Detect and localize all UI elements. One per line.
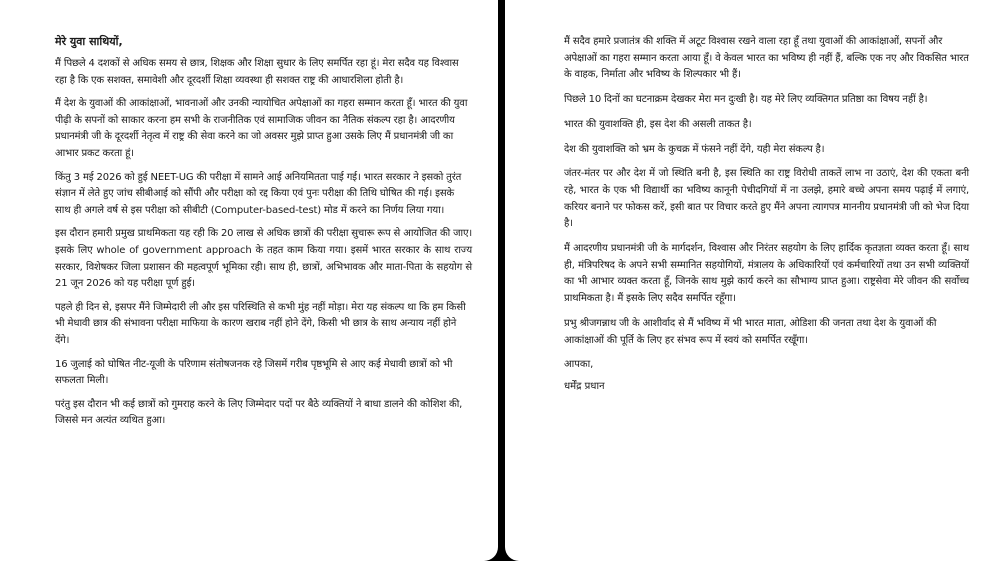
left-paragraph-2: मैं देश के युवाओं की आकांक्षाओं, भावनाओं और उनकी न्यायोचित अपेक्षाओं का गहरा सम्मान करता हूँ। भारत की युवा पीढ़ी के सपनों को साकार करना हम सभी के राजनीतिक एवं सामाजिक जीवन का नैतिक संकल्प रहा है। आदरणीय प्रधानमंत्री जी के दूरदर्शी नेतृत्व में राष्ट्र की सेवा करने का जो अवसर मुझे प्राप्त हुआ उसके लिए मैं प्रधानमंत्री जी का आभार प्रकट करता हूं। — [55, 98, 468, 159]
right-paragraph-5: जंतर-मंतर पर और देश में जो स्थिति बनी है, इस स्थिति का राष्ट्र विरोधी ताकतें लाभ ना उठाएं, देश की एकता बनी रहे, भारत के एक भी विद्यार्थी का भविष्य कानूनी पेचीदगियों में ना उलझे, हमारे बच्चे अपना समय पढ़ाई में लगाएं, करियर बनाने पर फोकस करें, इसी बात पर विचार करते हुए मैंने अपना त्यागपत्र माननीय प्रधानमंत्री जी को भेज दिया है। — [564, 168, 969, 230]
left-paragraph-1: मैं पिछले 4 दशकों से अधिक समय से छात्र, शिक्षक और शिक्षा सुधार के लिए समर्पित रहा हूं। मेरा सदैव यह विश्वास रहा है कि एक सशक्त, समावेशी और दूरदर्शी शिक्षा व्यवस्था ही सशक्त राष्ट्र की आधारशिला होती है। — [55, 58, 459, 86]
right-paragraph-1: मैं सदैव हमारे प्रजातंत्र की शक्ति में अटूट विश्वास रखने वाला रहा हूँ तथा युवाओं की आकांक्षाओं, सपनों और अपेक्षाओं का गहरा सम्मान करता आया हूँ। वे केवल भारत का भविष्य ही नहीं हैं, बल्कि एक नए और विकसित भारत के वाहक, निर्माता और भविष्य के शिल्पकार भी हैं। — [564, 36, 969, 81]
left-paragraph-7: परंतु इस दौरान भी कई छात्रों को गुमराह करने के लिए जिम्मेदार पदों पर बैठे व्यक्तियों ने बाधा डालने की कोशिश की, जिससे मन अत्यंत व्यथित हुआ। — [55, 398, 463, 427]
left-paragraph-5: पहले ही दिन से, इसपर मैंने जिम्मेदारी ली और इस परिस्थिति से कभी मुंह नहीं मोड़ा। मेरा यह संकल्प था कि हम किसी भी मेधावी छात्र की संभावना परीक्षा माफिया के कारण खराब नहीं होने देंगे, किसी भी छात्र के साथ अन्याय नहीं होने देंगे। — [55, 301, 466, 346]
right-paragraph-4: देश की युवाशक्ति को भ्रम के कुचक्र में फंसने नहीं देंगे, यही मेरा संकल्प है। — [564, 143, 825, 155]
right-paragraph-6: मैं आदरणीय प्रधानमंत्री जी के मार्गदर्शन, विश्वास और निरंतर सहयोग के लिए हार्दिक कृतज्ञता व्यक्त करता हूँ। साथ ही, मंत्रिपरिषद के अपने सभी सम्मानित सहयोगियों, मंत्रालय के अधिकारियों एवं कर्मचारियों तथा उन सभी व्यक्तियों का भी आभार व्यक्त करता हूँ, जिनके साथ मुझे कार्य करने का सौभाग्य प्राप्त हुआ। राष्ट्रसेवा मेरे जीवन की सर्वोच्च प्राथमिकता है। मैं इसके लिए सदैव समर्पित रहूँगा। — [564, 243, 969, 305]
left-paragraph-4: इस दौरान हमारी प्रमुख प्राथमिकता यह रही कि 20 लाख से अधिक छात्रों की परीक्षा सुचारू रूप से आयोजित की जाए। इसके लिए whole of government approach के तहत काम किया गया। इसमें भारत सरकार के साथ राज्य सरकार, विशेषकर जिला प्रशासन की महत्वपूर्ण भूमिका रही। साथ ही, छात्रों, अभिभावक और माता-पिता के सहयोग से 21 जून 2026 को यह परीक्षा पूर्ण हुई। — [55, 228, 472, 290]
letter-page-right — [505, 0, 1005, 561]
right-paragraph-2: पिछले 10 दिनों का घटनाक्रम देखकर मेरा मन दुःखी है। यह मेरे लिए व्यक्तिगत प्रतिष्ठा का विषय नहीं है। — [564, 94, 928, 106]
right-paragraph-7: प्रभु श्रीजगन्नाथ जी के आशीर्वाद से मैं भविष्य में भी भारत माता, ओडिशा की जनता तथा देश के युवाओं की आकांक्षाओं की पूर्ति के लिए हर संभव रूप में स्वयं को समर्पित रखूँगा। — [564, 317, 937, 346]
letter-page-left — [0, 0, 498, 561]
salutation: मेरे युवा साथियों, — [55, 35, 123, 48]
signature: धर्मेंद्र प्रधान — [564, 381, 605, 393]
left-paragraph-6: 16 जुलाई को घोषित नीट-यूजी के परिणाम संतोषजनक रहे जिसमें गरीब पृष्ठभूमि से आए कई मेधावी छात्रों को भी सफलता मिली। — [55, 358, 453, 387]
closing: आपका, — [564, 359, 594, 371]
left-paragraph-3: किंतु 3 मई 2026 को हुई NEET-UG की परीक्षा में सामने आई अनियमितता पाई गई। भारत सरकार ने इसको तुरंत संज्ञान में लेते हुए जांच सीबीआई को सौंपी और परीक्षा को रद्द किया एवं पुनः परीक्षा की तिथि घोषित की गई। इसके साथ ही अगले वर्ष से इस परीक्षा को सीबीटी (Computer-based-test) मोड में करने का निर्णय लिया गया। — [55, 171, 462, 216]
right-paragraph-3: भारत की युवाशक्ति ही, इस देश की असली ताकत है। — [564, 118, 752, 130]
